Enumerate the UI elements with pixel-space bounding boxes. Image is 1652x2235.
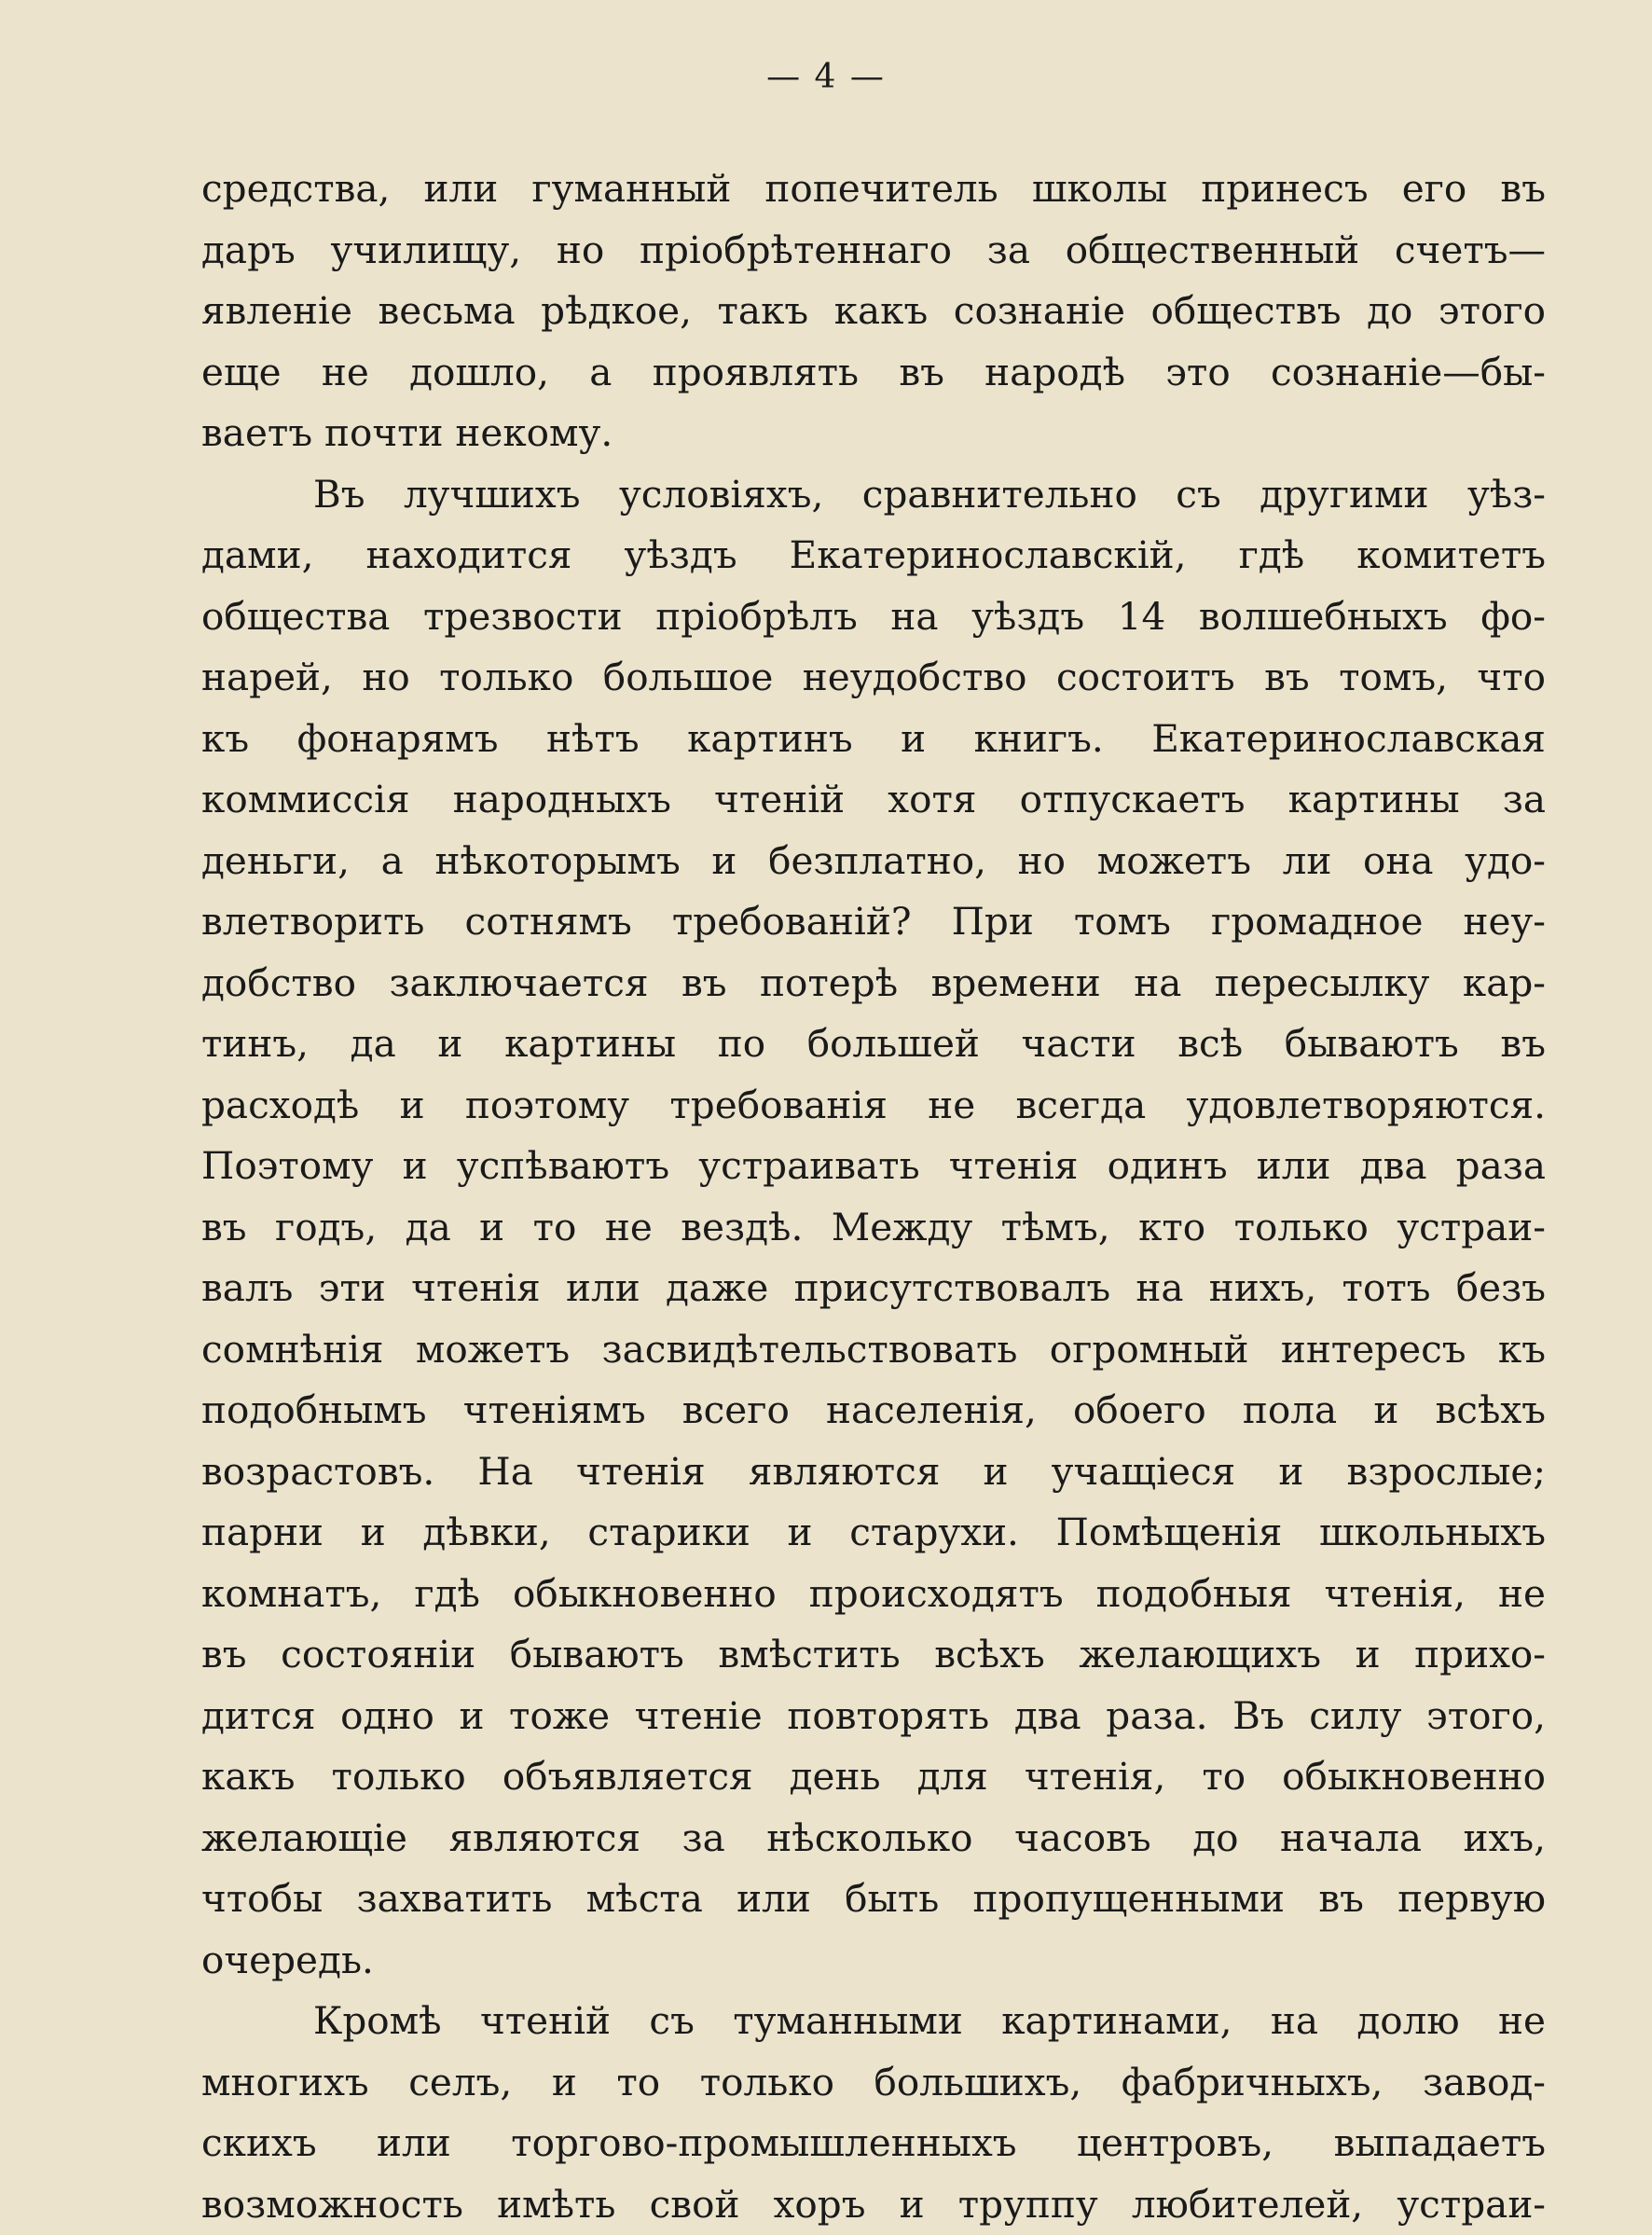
text-line: расходѣ и поэтому требованія не всегда удовлетворяются. [201, 1075, 1546, 1137]
text-line: возрастовъ. На чтенія являются и учащіеся и взрослые; [201, 1442, 1546, 1503]
body-text [201, 159, 1546, 2235]
text-line: парни и дѣвки, старики и старухи. Помѣщенія школьныхъ [201, 1502, 1546, 1564]
text-line: Кромѣ чтеній съ туманными картинами, на долю не [201, 1991, 1546, 2052]
text-line: чтобы захватить мѣста или быть пропущенными въ первую [201, 1869, 1546, 1930]
page-number: — 4 — [0, 58, 1652, 96]
text-line: даръ училищу, но пріобрѣтеннаго за общественный счетъ— [201, 220, 1546, 282]
text-line: явленіе весьма рѣдкое, такъ какъ сознаніе обществъ до этого [201, 281, 1546, 342]
text-line: деньги, а нѣкоторымъ и безплатно, но можетъ ли она удо- [201, 831, 1546, 892]
text-line: въ состояніи бываютъ вмѣстить всѣхъ желающихъ и прихо- [201, 1624, 1546, 1686]
text-line: общества трезвости пріобрѣлъ на уѣздъ 14 волшебныхъ фо- [201, 586, 1546, 648]
text-line: въ годъ, да и то не вездѣ. Между тѣмъ, кто только устраи- [201, 1197, 1546, 1259]
text-line: валъ эти чтенія или даже присутствовалъ на нихъ, тотъ безъ [201, 1258, 1546, 1319]
text-line: комнатъ, гдѣ обыкновенно происходятъ подобныя чтенія, не [201, 1564, 1546, 1625]
text-line: средства, или гуманный попечитель школы принесъ его въ [201, 159, 1546, 220]
text-line: Поэтому и успѣваютъ устраивать чтенія одинъ или два раза [201, 1136, 1546, 1197]
text-line: подобнымъ чтеніямъ всего населенія, обоего пола и всѣхъ [201, 1380, 1546, 1442]
text-line: возможность имѣть свой хоръ и труппу любителей, устраи- [201, 2174, 1546, 2235]
text-line: какъ только объявляется день для чтенія, то обыкновенно [201, 1746, 1546, 1808]
text-line: сомнѣнія можетъ засвидѣтельствовать огромный интересъ къ [201, 1319, 1546, 1381]
text-line: еще не дошло, а проявлять въ народѣ это сознаніе—бы- [201, 342, 1546, 404]
text-line: тинъ, да и картины по большей части всѣ бываютъ въ [201, 1014, 1546, 1075]
text-line: къ фонарямъ нѣтъ картинъ и книгъ. Екатеринославская [201, 709, 1546, 770]
text-line: нарей, но только большое неудобство состоитъ въ томъ, что [201, 647, 1546, 709]
text-line: скихъ или торгово-промышленныхъ центровъ, выпадаетъ [201, 2113, 1546, 2174]
text-line: желающіе являются за нѣсколько часовъ до начала ихъ, [201, 1808, 1546, 1869]
text-line: коммиссія народныхъ чтеній хотя отпускаетъ картины за [201, 769, 1546, 831]
text-line: ваетъ почти некому. [201, 403, 1546, 464]
text-line: многихъ селъ, и то только большихъ, фабричныхъ, завод- [201, 2052, 1546, 2114]
paragraph [201, 159, 1546, 464]
text-line: влетворить сотнямъ требованій? При томъ громадное неу- [201, 891, 1546, 953]
paragraph [201, 1991, 1546, 2235]
text-line: добство заключается въ потерѣ времени на пересылку кар- [201, 953, 1546, 1014]
text-line: Въ лучшихъ условіяхъ, сравнительно съ другими уѣз- [201, 464, 1546, 526]
text-line: дами, находится уѣздъ Екатеринославскій, гдѣ комитетъ [201, 525, 1546, 586]
text-line: дится одно и тоже чтеніе повторять два раза. Въ силу этого, [201, 1686, 1546, 1747]
paragraph [201, 464, 1546, 1992]
text-line: очередь. [201, 1930, 1546, 1992]
